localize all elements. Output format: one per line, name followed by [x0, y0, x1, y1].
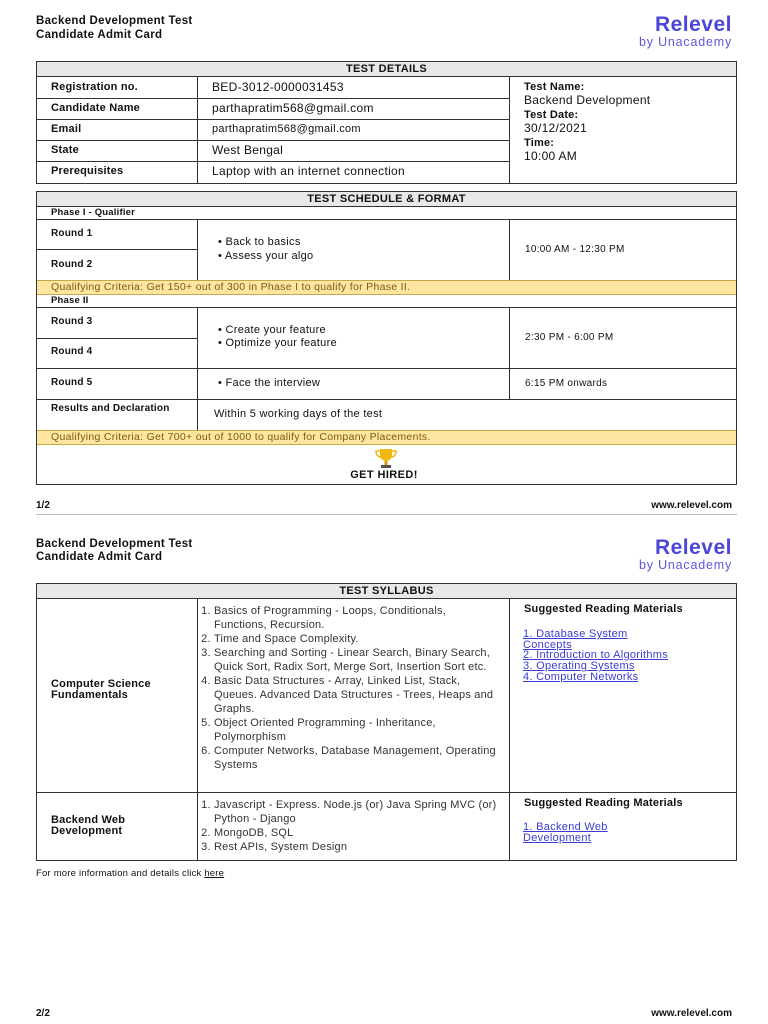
email-value: parthapratim568@gmail.com [212, 123, 361, 135]
syllabus-heading: TEST SYLLABUS [36, 583, 737, 599]
get-hired-text: GET HIRED! [350, 469, 418, 481]
more-info-text: For more information and details click [36, 868, 202, 879]
reading-link-networks[interactable]: 4. Computer Networks [523, 671, 639, 683]
header-title-2: Backend Development Test [36, 538, 193, 550]
round3-label: Round 3 [51, 316, 93, 327]
phase2-label: Phase II [51, 295, 89, 306]
syllabus-item: 3. Rest APIs, System Design [214, 840, 498, 854]
here-link[interactable]: here [204, 868, 225, 879]
criteria-banner-2: Qualifying Criteria: Get 700+ out of 1000 to qualify for Company Placements. [37, 430, 736, 445]
header-subtitle: Candidate Admit Card [36, 29, 163, 41]
reading-materials-title-2: Suggested Reading Materials [524, 797, 683, 809]
candidate-name-label: Candidate Name [51, 102, 140, 114]
phase2-bullet-2: • Optimize your feature [218, 337, 337, 349]
section-cs-fundamentals: Computer Science Fundamentals [51, 678, 151, 701]
reading-link-backend-web[interactable]: 1. Backend Web Development [523, 821, 608, 844]
round5-time: 6:15 PM onwards [525, 378, 608, 389]
time-label: Time: [524, 137, 555, 149]
test-name-label: Test Name: [524, 81, 585, 93]
syllabus-item: 2. Time and Space Complexity. [214, 632, 498, 646]
phase1-bullet-1: • Back to basics [218, 236, 301, 248]
reading-link-algorithms[interactable]: 2. Introduction to Algorithms [523, 649, 669, 661]
results-label: Results and Declaration [51, 403, 170, 414]
prerequisites-label: Prerequisites [51, 165, 124, 177]
email-label: Email [51, 123, 82, 135]
criteria-banner-1: Qualifying Criteria: Get 150+ out of 300 in Phase I to qualify for Phase II. [37, 280, 736, 295]
phase2-time: 2:30 PM - 6:00 PM [525, 332, 614, 343]
phase1-bullet-2: • Assess your algo [218, 250, 314, 262]
state-value: West Bengal [212, 143, 284, 157]
syllabus-item: 2. MongoDB, SQL [214, 826, 498, 840]
time-value: 10:00 AM [524, 149, 578, 163]
header-subtitle-2: Candidate Admit Card [36, 551, 163, 563]
phase1-time: 10:00 AM - 12:30 PM [525, 244, 625, 255]
reading-materials-title-1: Suggested Reading Materials [524, 603, 683, 615]
relevel-logo[interactable] [639, 14, 732, 49]
trophy-icon [373, 448, 399, 470]
registration-label: Registration no. [51, 81, 138, 93]
backend-web-list [198, 798, 498, 854]
round4-label: Round 4 [51, 346, 93, 357]
logo-wordmark-2: Relevel [654, 536, 732, 559]
syllabus-item: 1. Basics of Programming - Loops, Conditionals, Functions, Recursion. [214, 604, 498, 632]
logo-tagline-2: by Unacademy [639, 558, 732, 572]
schedule-heading: TEST SCHEDULE & FORMAT [36, 191, 737, 207]
reading-link-db-concepts[interactable]: 1. Database System Concepts [523, 628, 628, 651]
test-date-label: Test Date: [524, 109, 579, 121]
relevel-logo-2[interactable] [639, 537, 732, 572]
page-number-1: 1/2 [36, 500, 50, 511]
page-number-2: 2/2 [36, 1008, 50, 1019]
footer-url-2[interactable]: www.relevel.com [651, 1008, 732, 1019]
test-details-heading: TEST DETAILS [36, 61, 737, 77]
candidate-name-value: parthapratim568@gmail.com [212, 101, 374, 115]
registration-value: BED-3012-0000031453 [212, 80, 344, 94]
state-label: State [51, 144, 79, 156]
syllabus-item: 4. Basic Data Structures - Array, Linked List, Stack, Queues. Advanced Data Structures - Trees, Heaps and Graphs. [214, 674, 498, 716]
phase1-label: Phase I - Qualifier [51, 207, 136, 218]
round5-bullet: • Face the interview [218, 377, 321, 389]
logo-tagline: by Unacademy [639, 35, 732, 49]
test-name-value: Backend Development [524, 93, 651, 107]
reading-link-os[interactable]: 3. Operating Systems [523, 660, 635, 672]
more-info-line [36, 868, 224, 879]
footer-url-1[interactable]: www.relevel.com [651, 500, 732, 511]
round5-label: Round 5 [51, 377, 93, 388]
header-title: Backend Development Test [36, 15, 193, 27]
test-date-value: 30/12/2021 [524, 121, 588, 135]
cs-fundamentals-list [198, 604, 498, 772]
logo-wordmark: Relevel [654, 13, 732, 36]
syllabus-item: 1. Javascript - Express. Node.js (or) Java Spring MVC (or) Python - Django [214, 798, 498, 826]
round2-label: Round 2 [51, 259, 93, 270]
results-value: Within 5 working days of the test [214, 408, 383, 420]
phase2-bullet-1: • Create your feature [218, 324, 326, 336]
syllabus-item: 3. Searching and Sorting - Linear Search, Binary Search, Quick Sort, Radix Sort, Merge Sort, Insertion Sort etc. [214, 646, 498, 674]
syllabus-item: 6. Computer Networks, Database Management, Operating Systems [214, 744, 498, 772]
syllabus-item: 5. Object Oriented Programming - Inheritance, Polymorphism [214, 716, 498, 744]
prerequisites-value: Laptop with an internet connection [212, 164, 405, 178]
round1-label: Round 1 [51, 228, 93, 239]
section-backend-web: Backend Web Development [51, 814, 126, 837]
